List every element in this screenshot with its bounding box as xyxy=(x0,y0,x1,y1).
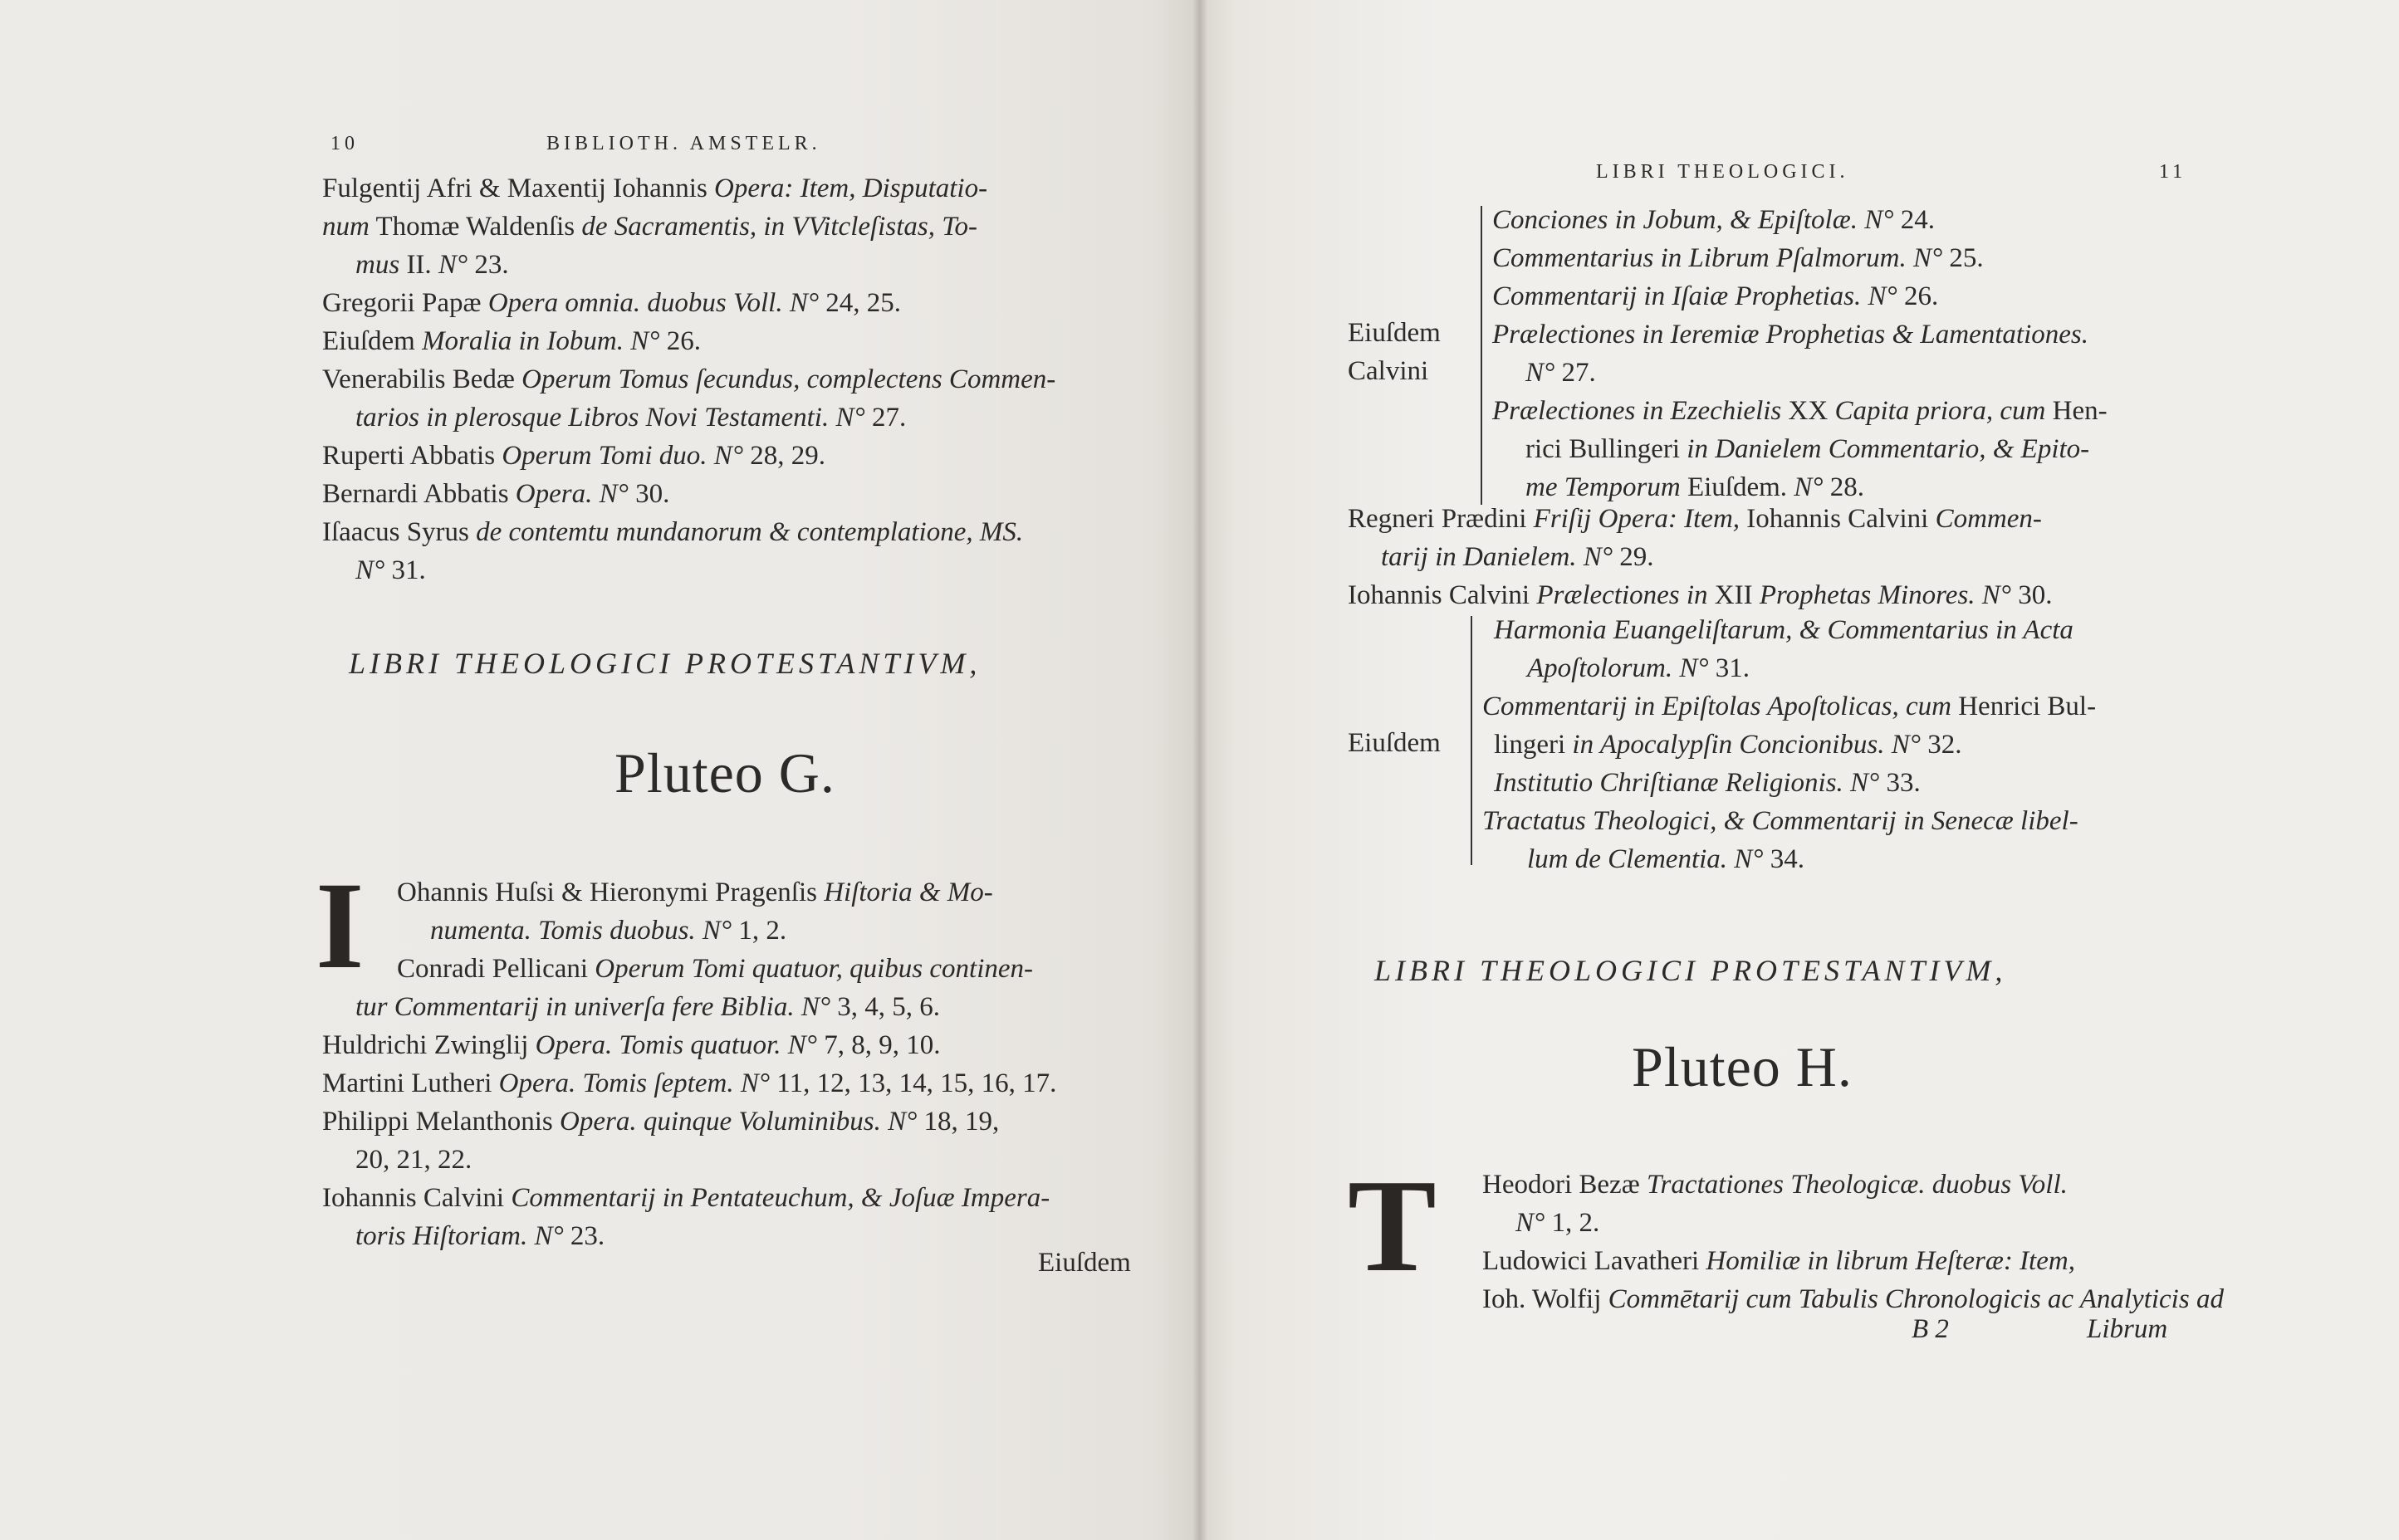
italic-text: Institutio Chriſtianæ Religionis. N° xyxy=(1494,768,1880,798)
italic-text: Opera. N° xyxy=(515,479,629,509)
folio-number-right: 11 xyxy=(2159,161,2187,183)
catalogue-line xyxy=(322,246,1055,284)
catalogue-line xyxy=(1492,430,2108,468)
entries-bottom-right xyxy=(1482,1166,2224,1318)
catalogue-line xyxy=(1492,277,2108,315)
roman-text: Ioh. Wolfij xyxy=(1482,1284,1608,1314)
roman-text: Fulgentij Afri & Maxentij Iohannis xyxy=(322,174,715,203)
catalogue-line xyxy=(1482,764,2096,802)
italic-text: Tractationes Theologicæ. duobus Voll. xyxy=(1646,1170,2068,1200)
italic-text: Friſij Opera: Item, xyxy=(1533,504,1740,534)
roman-text: 34. xyxy=(1763,844,1804,874)
drop-cap-right: T xyxy=(1348,1151,1437,1299)
roman-text: Bernardi Abbatis xyxy=(322,479,516,509)
running-head-left: BIBLIOTH. AMSTELR. xyxy=(546,133,821,154)
roman-text: 7, 8, 9, 10. xyxy=(816,1030,941,1060)
italic-text: Moralia in Iobum. N° xyxy=(422,326,660,356)
catalogue-line xyxy=(322,988,1056,1026)
catalogue-line xyxy=(322,398,1055,437)
italic-text: Capita priora, cum xyxy=(1834,396,2046,426)
catalogue-line xyxy=(1482,649,2096,687)
roman-text: 31. xyxy=(1708,653,1750,683)
brace-group2 xyxy=(1471,616,1472,865)
italic-text: N° xyxy=(1794,472,1824,502)
roman-text: Heodori Bezæ xyxy=(1482,1170,1647,1200)
catalogue-line xyxy=(1348,576,2053,614)
italic-text: N° xyxy=(1515,1208,1545,1238)
italic-text: in Danielem Commentario, & Epito- xyxy=(1687,434,2090,464)
roman-text: Thomæ Waldenſis xyxy=(369,212,582,242)
catalogue-line xyxy=(1492,239,2108,277)
italic-text: Hiſtoria & Mo- xyxy=(824,878,993,907)
pluteo-heading-left: Pluteo G. xyxy=(614,741,835,804)
italic-text: num xyxy=(322,212,370,242)
italic-text: de Sacramentis, in VVitcleſistas, To- xyxy=(581,212,978,242)
italic-text: Opera omnia. duobus Voll. N° xyxy=(487,288,820,318)
italic-text: Commētarij cum Tabulis Chronologicis ac Analyticis ad xyxy=(1608,1284,2224,1314)
roman-text: Eiuſdem xyxy=(322,326,423,356)
group1-label-line1: Eiuſdem xyxy=(1348,318,1441,348)
roman-text: 27. xyxy=(864,403,907,433)
catchword-left: Eiuſdem xyxy=(1038,1248,1131,1278)
italic-text: Commentarij in Iſaiæ Prophetias. N° xyxy=(1492,281,1897,311)
roman-text: 26. xyxy=(659,326,701,356)
italic-text: Commentarij in Pentateuchum, & Joſuæ Impera- xyxy=(511,1183,1050,1213)
pluteo-heading-right: Pluteo H. xyxy=(1632,1035,1853,1098)
italic-text: Opera. quinque Voluminibus. N° xyxy=(560,1107,918,1137)
roman-text: rici Bullingeri xyxy=(1525,434,1687,464)
italic-text: tur Commentarij in univerſa fere Biblia. N° xyxy=(355,992,831,1022)
catalogue-line xyxy=(322,360,1055,398)
catchword-right: Librum xyxy=(2087,1314,2168,1344)
group1-entries xyxy=(1492,201,2108,506)
catalogue-line xyxy=(1482,1204,2224,1242)
catalogue-line xyxy=(322,437,1055,475)
italic-text: Prophetas Minores. N° xyxy=(1759,580,2011,610)
middle-entries xyxy=(1348,500,2053,614)
catalogue-line xyxy=(322,912,1056,950)
italic-text: mus xyxy=(355,250,400,280)
italic-text: me Temporum xyxy=(1525,472,1681,502)
italic-text: Prælectiones in xyxy=(1536,580,1708,610)
running-head-right: LIBRI THEOLOGICI. xyxy=(1596,161,1849,183)
roman-text: 1, 2. xyxy=(732,916,787,946)
roman-text: 1, 2. xyxy=(1545,1208,1600,1238)
roman-text: 3, 4, 5, 6. xyxy=(830,992,941,1022)
italic-text: Apoſtolorum. N° xyxy=(1527,653,1709,683)
roman-text: 24, 25. xyxy=(819,288,902,318)
roman-text: Gregorii Papæ xyxy=(322,288,488,318)
catalogue-line xyxy=(322,208,1055,246)
roman-text: 11, 12, 13, 14, 15, 16, 17. xyxy=(770,1068,1057,1098)
catalogue-line xyxy=(322,1026,1056,1064)
catalogue-line xyxy=(322,1179,1056,1217)
right-page xyxy=(1200,0,2399,1540)
catalogue-line xyxy=(1492,315,2108,354)
signature-mark: B 2 xyxy=(1912,1314,1949,1344)
section-heading-left: LIBRI THEOLOGICI PROTESTANTIVM, xyxy=(349,647,982,680)
catalogue-line xyxy=(322,169,1055,208)
catalogue-line xyxy=(322,1217,1056,1255)
italic-text: Harmonia Euangeliſtarum, & Commentarius in Acta xyxy=(1494,615,2073,645)
catalogue-line xyxy=(322,513,1055,551)
roman-text: 30. xyxy=(628,479,670,509)
roman-text: Venerabilis Bedæ xyxy=(322,364,522,394)
catalogue-line xyxy=(1348,500,2053,538)
roman-text: 33. xyxy=(1879,768,1921,798)
roman-text: Ludowici Lavatheri xyxy=(1482,1246,1706,1276)
roman-text: XX xyxy=(1781,396,1835,426)
group2-entries xyxy=(1482,611,2096,878)
catalogue-line xyxy=(1482,802,2096,840)
roman-text: II. xyxy=(399,250,438,280)
folio-number-left: 10 xyxy=(330,133,359,154)
roman-text: 32. xyxy=(1920,730,1962,760)
catalogue-line xyxy=(322,1064,1056,1102)
roman-text: 18, 19, xyxy=(917,1107,1000,1137)
italic-text: Operum Tomus ſecundus, complectens Commen- xyxy=(521,364,1056,394)
catalogue-line xyxy=(322,475,1055,513)
roman-text: Ruperti Abbatis xyxy=(322,441,502,471)
italic-text: Prælectiones in Ezechielis xyxy=(1492,396,1782,426)
brace-group1 xyxy=(1481,206,1482,505)
entries-bottom-left xyxy=(322,873,1056,1255)
italic-text: N° xyxy=(438,250,468,280)
roman-text: Regneri Prædini xyxy=(1348,504,1534,534)
italic-text: Operum Tomi quatuor, quibus continen- xyxy=(595,954,1034,984)
roman-text: 29. xyxy=(1613,542,1654,572)
roman-text: Henrici Bul- xyxy=(1951,692,2097,721)
italic-text: tarij in Danielem. N° xyxy=(1381,542,1613,572)
catalogue-line xyxy=(322,322,1055,360)
roman-text: Ohannis Huſsi & Hieronymi Pragenſis xyxy=(397,878,825,907)
roman-text: 26. xyxy=(1897,281,1939,311)
catalogue-line xyxy=(322,873,1056,912)
catalogue-line xyxy=(1482,840,2096,878)
roman-text: Conradi Pellicani xyxy=(397,954,595,984)
roman-text: Iohannis Calvini xyxy=(1348,580,1537,610)
catalogue-line xyxy=(1482,1242,2224,1280)
catalogue-line xyxy=(322,950,1056,988)
italic-text: Commentarius in Librum Pſalmorum. N° xyxy=(1492,243,1943,273)
entries-top-left xyxy=(322,169,1055,589)
catalogue-line xyxy=(1482,687,2096,726)
roman-text: 31. xyxy=(384,555,426,585)
roman-text: Hen- xyxy=(2045,396,2108,426)
italic-text: N° xyxy=(1525,358,1555,388)
catalogue-line xyxy=(1492,201,2108,239)
italic-text: Prælectiones in Ieremiæ Prophetias & Lamentationes. xyxy=(1492,320,2088,350)
roman-text: Huldrichi Zwinglij xyxy=(322,1030,536,1060)
drop-cap-left: I xyxy=(316,857,365,995)
italic-text: numenta. Tomis duobus. N° xyxy=(430,916,732,946)
italic-text: Tractatus Theologici, & Commentarij in Senecæ libel- xyxy=(1482,806,2078,836)
italic-text: toris Hiſtoriam. N° xyxy=(355,1221,564,1251)
roman-text: lingeri xyxy=(1494,730,1573,760)
italic-text: lum de Clementia. N° xyxy=(1527,844,1764,874)
section-heading-right: LIBRI THEOLOGICI PROTESTANTIVM, xyxy=(1374,954,2007,987)
catalogue-line xyxy=(322,284,1055,322)
catalogue-line xyxy=(1492,354,2108,392)
italic-text: Opera. Tomis quatuor. N° xyxy=(535,1030,817,1060)
roman-text: 28. xyxy=(1823,472,1864,502)
roman-text: Iohannis Calvini xyxy=(1740,504,1936,534)
roman-text: Philippi Melanthonis xyxy=(322,1107,561,1137)
italic-text: Operum Tomi duo. N° xyxy=(502,441,744,471)
roman-text: Martini Lutheri xyxy=(322,1068,499,1098)
group2-label: Eiuſdem xyxy=(1348,728,1441,758)
roman-text: Iſaacus Syrus xyxy=(322,517,477,547)
italic-text: de contemtu mundanorum & contemplatione, MS. xyxy=(476,517,1024,547)
roman-text: 27. xyxy=(1554,358,1596,388)
italic-text: Commen- xyxy=(1935,504,2042,534)
catalogue-line xyxy=(1482,726,2096,764)
catalogue-line xyxy=(1482,611,2096,649)
catalogue-line xyxy=(322,551,1055,589)
italic-text: Opera. Tomis ſeptem. N° xyxy=(498,1068,771,1098)
roman-text: Iohannis Calvini xyxy=(322,1183,512,1213)
catalogue-line xyxy=(1492,392,2108,430)
catalogue-line xyxy=(1348,538,2053,576)
italic-text: Conciones in Jobum, & Epiſtolæ. N° xyxy=(1492,205,1894,235)
book-gutter xyxy=(1192,0,1207,1540)
italic-text: Opera: Item, Disputatio- xyxy=(714,174,988,203)
roman-text: 28, 29. xyxy=(743,441,826,471)
roman-text: XII xyxy=(1707,580,1760,610)
group1-label-line2: Calvini xyxy=(1348,356,1429,386)
roman-text: 23. xyxy=(468,250,509,280)
italic-text: tarios in plerosque Libros Novi Testamenti. N° xyxy=(355,403,865,433)
catalogue-line xyxy=(322,1141,1056,1179)
roman-text: 23. xyxy=(563,1221,605,1251)
catalogue-line xyxy=(322,1102,1056,1141)
roman-text: 20, 21, 22. xyxy=(355,1145,472,1175)
roman-text: 30. xyxy=(2011,580,2053,610)
group1-label xyxy=(1348,314,1441,390)
italic-text: Commentarij in Epiſtolas Apoſtolicas, cum xyxy=(1482,692,1951,721)
roman-text: 25. xyxy=(1942,243,1984,273)
roman-text: Eiuſdem. xyxy=(1680,472,1794,502)
italic-text: N° xyxy=(355,555,385,585)
italic-text: Homiliæ in librum Heſteræ: Item, xyxy=(1706,1246,2075,1276)
italic-text: in Apocalypſin Concionibus. N° xyxy=(1572,730,1921,760)
roman-text: 24. xyxy=(1893,205,1935,235)
catalogue-line xyxy=(1482,1166,2224,1204)
